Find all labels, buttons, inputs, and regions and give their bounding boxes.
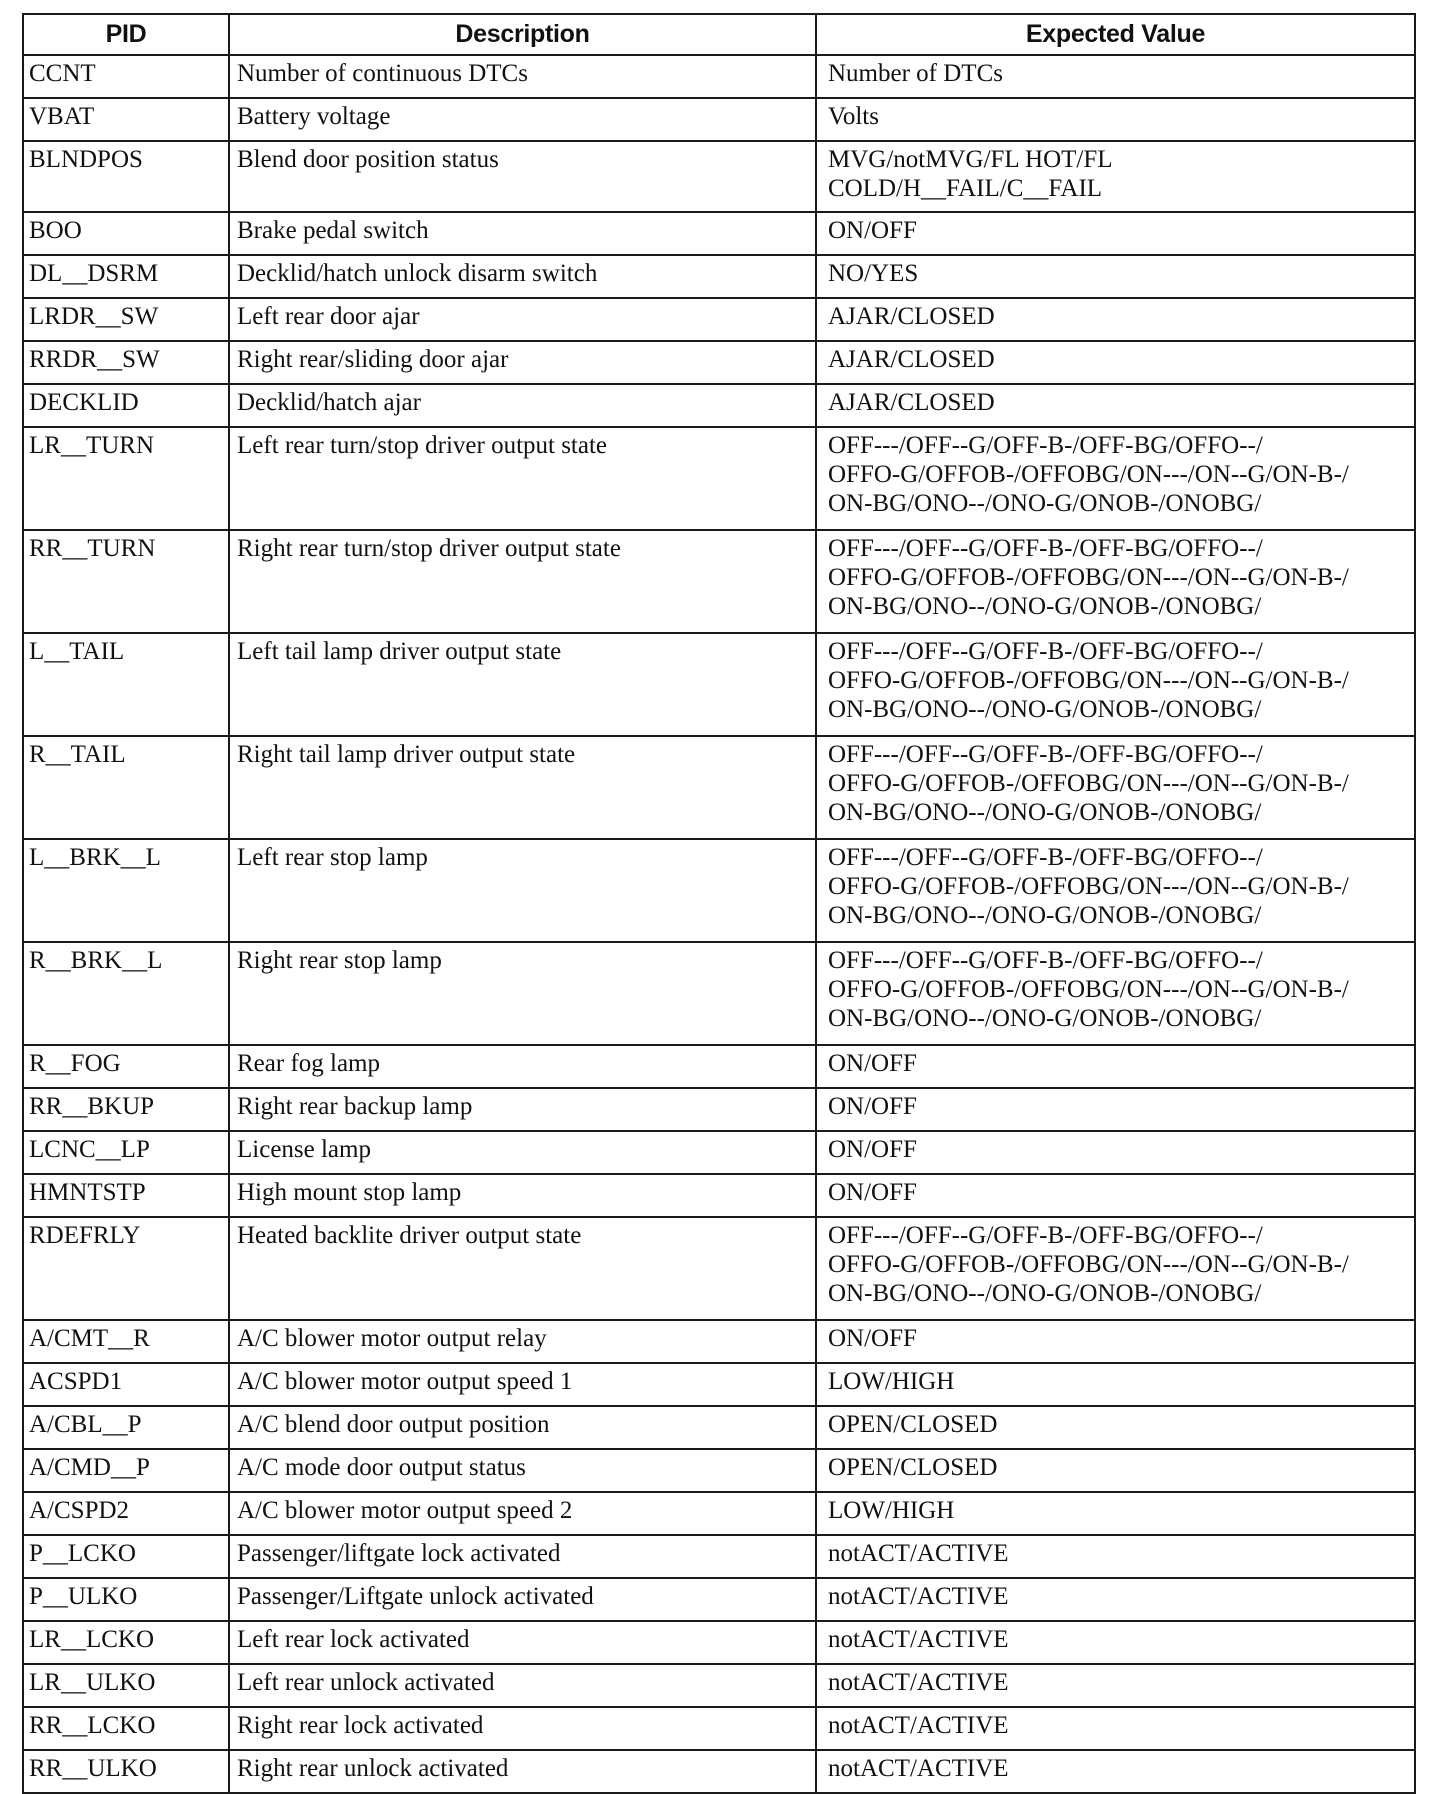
- description-cell: Brake pedal switch: [229, 212, 816, 255]
- description-cell: Heated backlite driver output state: [229, 1217, 816, 1320]
- description-cell: A/C blower motor output speed 2: [229, 1492, 816, 1535]
- pid-cell: BLNDPOS: [23, 141, 229, 212]
- expected-value-line: notACT/ACTIVE: [828, 1583, 1009, 1610]
- description-cell: Right rear backup lamp: [229, 1088, 816, 1131]
- description-cell: Right rear lock activated: [229, 1707, 816, 1750]
- pid-cell: RR__ULKO: [23, 1750, 229, 1793]
- expected-value-line: OFFO-G/OFFOB-/OFFOBG/ON---/ON--G/ON-B-/: [828, 873, 1349, 900]
- table-row: [23, 255, 1415, 298]
- table-row: [23, 942, 1415, 1045]
- table-row: [23, 98, 1415, 141]
- description-cell: Blend door position status: [229, 141, 816, 212]
- expected-value-cell: [816, 1621, 1415, 1664]
- expected-value-line: notACT/ACTIVE: [828, 1669, 1009, 1696]
- expected-value-line: notACT/ACTIVE: [828, 1626, 1009, 1653]
- pid-cell: L__TAIL: [23, 633, 229, 736]
- header-description: Description: [229, 14, 816, 55]
- expected-value-cell: [816, 839, 1415, 942]
- expected-value-cell: [816, 633, 1415, 736]
- table-body: [23, 55, 1415, 1793]
- pid-cell: RR__TURN: [23, 530, 229, 633]
- description-cell: Rear fog lamp: [229, 1045, 816, 1088]
- expected-value-line: AJAR/CLOSED: [828, 389, 995, 416]
- expected-value-line: ON/OFF: [828, 1136, 917, 1163]
- expected-value-cell: [816, 1707, 1415, 1750]
- table-row: [23, 1174, 1415, 1217]
- description-cell: A/C blend door output position: [229, 1406, 816, 1449]
- description-cell: High mount stop lamp: [229, 1174, 816, 1217]
- expected-value-line: OFF---/OFF--G/OFF-B-/OFF-BG/OFFO--/: [828, 947, 1263, 974]
- expected-value-line: OPEN/CLOSED: [828, 1454, 998, 1481]
- expected-value-cell: [816, 141, 1415, 212]
- table-row: [23, 1664, 1415, 1707]
- expected-value-line: ON/OFF: [828, 1179, 917, 1206]
- header-row: [23, 14, 1415, 55]
- description-cell: A/C mode door output status: [229, 1449, 816, 1492]
- description-cell: Left rear stop lamp: [229, 839, 816, 942]
- expected-value-line: ON/OFF: [828, 1050, 917, 1077]
- expected-value-line: OFF---/OFF--G/OFF-B-/OFF-BG/OFFO--/: [828, 535, 1263, 562]
- pid-cell: LCNC__LP: [23, 1131, 229, 1174]
- header-pid: PID: [23, 14, 229, 55]
- description-cell: Left rear lock activated: [229, 1621, 816, 1664]
- header-expected-value: Expected Value: [816, 14, 1415, 55]
- expected-value-cell: [816, 1363, 1415, 1406]
- expected-value-cell: [816, 1578, 1415, 1621]
- table-row: [23, 1320, 1415, 1363]
- pid-table: [22, 13, 1416, 1794]
- expected-value-cell: [816, 1088, 1415, 1131]
- expected-value-line: NO/YES: [828, 260, 919, 287]
- expected-value-line: OFFO-G/OFFOB-/OFFOBG/ON---/ON--G/ON-B-/: [828, 1251, 1349, 1278]
- pid-cell: P__ULKO: [23, 1578, 229, 1621]
- description-cell: Right tail lamp driver output state: [229, 736, 816, 839]
- expected-value-cell: [816, 98, 1415, 141]
- expected-value-line: OFFO-G/OFFOB-/OFFOBG/ON---/ON--G/ON-B-/: [828, 770, 1349, 797]
- expected-value-cell: [816, 1174, 1415, 1217]
- expected-value-line: OFF---/OFF--G/OFF-B-/OFF-BG/OFFO--/: [828, 432, 1263, 459]
- pid-cell: P__LCKO: [23, 1535, 229, 1578]
- table-row: [23, 341, 1415, 384]
- expected-value-line: OFFO-G/OFFOB-/OFFOBG/ON---/ON--G/ON-B-/: [828, 564, 1349, 591]
- pid-cell: VBAT: [23, 98, 229, 141]
- pid-cell: BOO: [23, 212, 229, 255]
- expected-value-cell: [816, 1750, 1415, 1793]
- expected-value-line: notACT/ACTIVE: [828, 1712, 1009, 1739]
- expected-value-cell: [816, 255, 1415, 298]
- table-header: [23, 14, 1415, 55]
- table-row: [23, 384, 1415, 427]
- table-row: [23, 633, 1415, 736]
- expected-value-cell: [816, 1449, 1415, 1492]
- table-row: [23, 1449, 1415, 1492]
- expected-value-cell: [816, 1217, 1415, 1320]
- table-row: [23, 1492, 1415, 1535]
- expected-value-cell: [816, 298, 1415, 341]
- expected-value-line: ON/OFF: [828, 1093, 917, 1120]
- description-cell: Left tail lamp driver output state: [229, 633, 816, 736]
- expected-value-cell: [816, 942, 1415, 1045]
- table-row: [23, 1750, 1415, 1793]
- pid-cell: RR__LCKO: [23, 1707, 229, 1750]
- table-row: [23, 1217, 1415, 1320]
- description-cell: Passenger/Liftgate unlock activated: [229, 1578, 816, 1621]
- expected-value-cell: [816, 1406, 1415, 1449]
- expected-value-cell: [816, 1045, 1415, 1088]
- description-cell: License lamp: [229, 1131, 816, 1174]
- expected-value-line: notACT/ACTIVE: [828, 1540, 1009, 1567]
- expected-value-line: OFF---/OFF--G/OFF-B-/OFF-BG/OFFO--/: [828, 741, 1263, 768]
- expected-value-cell: [816, 1320, 1415, 1363]
- table-row: [23, 1535, 1415, 1578]
- expected-value-line: Number of DTCs: [828, 60, 1003, 87]
- table-row: [23, 1088, 1415, 1131]
- expected-value-line: OPEN/CLOSED: [828, 1411, 998, 1438]
- expected-value-cell: [816, 341, 1415, 384]
- table-row: [23, 212, 1415, 255]
- expected-value-line: ON-BG/ONO--/ONO-G/ONOB-/ONOBG/: [828, 490, 1262, 517]
- expected-value-line: OFFO-G/OFFOB-/OFFOBG/ON---/ON--G/ON-B-/: [828, 667, 1349, 694]
- expected-value-cell: [816, 1492, 1415, 1535]
- expected-value-line: OFFO-G/OFFOB-/OFFOBG/ON---/ON--G/ON-B-/: [828, 461, 1349, 488]
- pid-cell: R__BRK__L: [23, 942, 229, 1045]
- expected-value-line: ON/OFF: [828, 217, 917, 244]
- table-row: [23, 55, 1415, 98]
- expected-value-line: ON-BG/ONO--/ONO-G/ONOB-/ONOBG/: [828, 902, 1262, 929]
- expected-value-cell: [816, 212, 1415, 255]
- description-cell: A/C blower motor output speed 1: [229, 1363, 816, 1406]
- pid-cell: DL__DSRM: [23, 255, 229, 298]
- expected-value-line: ON-BG/ONO--/ONO-G/ONOB-/ONOBG/: [828, 799, 1262, 826]
- pid-cell: RDEFRLY: [23, 1217, 229, 1320]
- pid-cell: HMNTSTP: [23, 1174, 229, 1217]
- table-row: [23, 839, 1415, 942]
- pid-cell: L__BRK__L: [23, 839, 229, 942]
- expected-value-line: MVG/notMVG/FL HOT/FL: [828, 146, 1113, 173]
- expected-value-line: OFF---/OFF--G/OFF-B-/OFF-BG/OFFO--/: [828, 1222, 1263, 1249]
- expected-value-line: AJAR/CLOSED: [828, 346, 995, 373]
- description-cell: Right rear/sliding door ajar: [229, 341, 816, 384]
- expected-value-cell: [816, 384, 1415, 427]
- description-cell: A/C blower motor output relay: [229, 1320, 816, 1363]
- description-cell: Right rear unlock activated: [229, 1750, 816, 1793]
- expected-value-line: OFF---/OFF--G/OFF-B-/OFF-BG/OFFO--/: [828, 844, 1263, 871]
- table-row: [23, 1707, 1415, 1750]
- pid-cell: ACSPD1: [23, 1363, 229, 1406]
- expected-value-line: ON-BG/ONO--/ONO-G/ONOB-/ONOBG/: [828, 696, 1262, 723]
- table-row: [23, 1045, 1415, 1088]
- table-row: [23, 736, 1415, 839]
- pid-cell: R__TAIL: [23, 736, 229, 839]
- description-cell: Right rear stop lamp: [229, 942, 816, 1045]
- description-cell: Decklid/hatch ajar: [229, 384, 816, 427]
- expected-value-line: LOW/HIGH: [828, 1368, 955, 1395]
- description-cell: Right rear turn/stop driver output state: [229, 530, 816, 633]
- pid-cell: R__FOG: [23, 1045, 229, 1088]
- pid-cell: A/CMD__P: [23, 1449, 229, 1492]
- expected-value-line: notACT/ACTIVE: [828, 1755, 1009, 1782]
- expected-value-cell: [816, 1535, 1415, 1578]
- table-row: [23, 141, 1415, 212]
- expected-value-line: ON-BG/ONO--/ONO-G/ONOB-/ONOBG/: [828, 593, 1262, 620]
- table-row: [23, 298, 1415, 341]
- description-cell: Decklid/hatch unlock disarm switch: [229, 255, 816, 298]
- description-cell: Battery voltage: [229, 98, 816, 141]
- pid-cell: LR__TURN: [23, 427, 229, 530]
- expected-value-cell: [816, 530, 1415, 633]
- pid-cell: RRDR__SW: [23, 341, 229, 384]
- pid-cell: DECKLID: [23, 384, 229, 427]
- pid-cell: LR__LCKO: [23, 1621, 229, 1664]
- description-cell: Left rear turn/stop driver output state: [229, 427, 816, 530]
- expected-value-cell: [816, 1131, 1415, 1174]
- table-row: [23, 1406, 1415, 1449]
- expected-value-cell: [816, 427, 1415, 530]
- expected-value-cell: [816, 55, 1415, 98]
- table-row: [23, 1578, 1415, 1621]
- expected-value-line: ON-BG/ONO--/ONO-G/ONOB-/ONOBG/: [828, 1280, 1262, 1307]
- table-row: [23, 1131, 1415, 1174]
- pid-cell: A/CSPD2: [23, 1492, 229, 1535]
- table-row: [23, 427, 1415, 530]
- pid-cell: A/CMT__R: [23, 1320, 229, 1363]
- description-cell: Number of continuous DTCs: [229, 55, 816, 98]
- expected-value-cell: [816, 1664, 1415, 1707]
- pid-cell: LRDR__SW: [23, 298, 229, 341]
- expected-value-line: Volts: [828, 103, 879, 130]
- table-row: [23, 1621, 1415, 1664]
- table-row: [23, 1363, 1415, 1406]
- pid-cell: RR__BKUP: [23, 1088, 229, 1131]
- expected-value-line: ON/OFF: [828, 1325, 917, 1352]
- description-cell: Left rear unlock activated: [229, 1664, 816, 1707]
- table-row: [23, 530, 1415, 633]
- expected-value-line: AJAR/CLOSED: [828, 303, 995, 330]
- expected-value-line: OFF---/OFF--G/OFF-B-/OFF-BG/OFFO--/: [828, 638, 1263, 665]
- pid-cell: A/CBL__P: [23, 1406, 229, 1449]
- description-cell: Passenger/liftgate lock activated: [229, 1535, 816, 1578]
- pid-cell: CCNT: [23, 55, 229, 98]
- pid-cell: LR__ULKO: [23, 1664, 229, 1707]
- description-cell: Left rear door ajar: [229, 298, 816, 341]
- expected-value-line: COLD/H__FAIL/C__FAIL: [828, 175, 1103, 202]
- expected-value-cell: [816, 736, 1415, 839]
- expected-value-line: ON-BG/ONO--/ONO-G/ONOB-/ONOBG/: [828, 1005, 1262, 1032]
- expected-value-line: LOW/HIGH: [828, 1497, 955, 1524]
- expected-value-line: OFFO-G/OFFOB-/OFFOBG/ON---/ON--G/ON-B-/: [828, 976, 1349, 1003]
